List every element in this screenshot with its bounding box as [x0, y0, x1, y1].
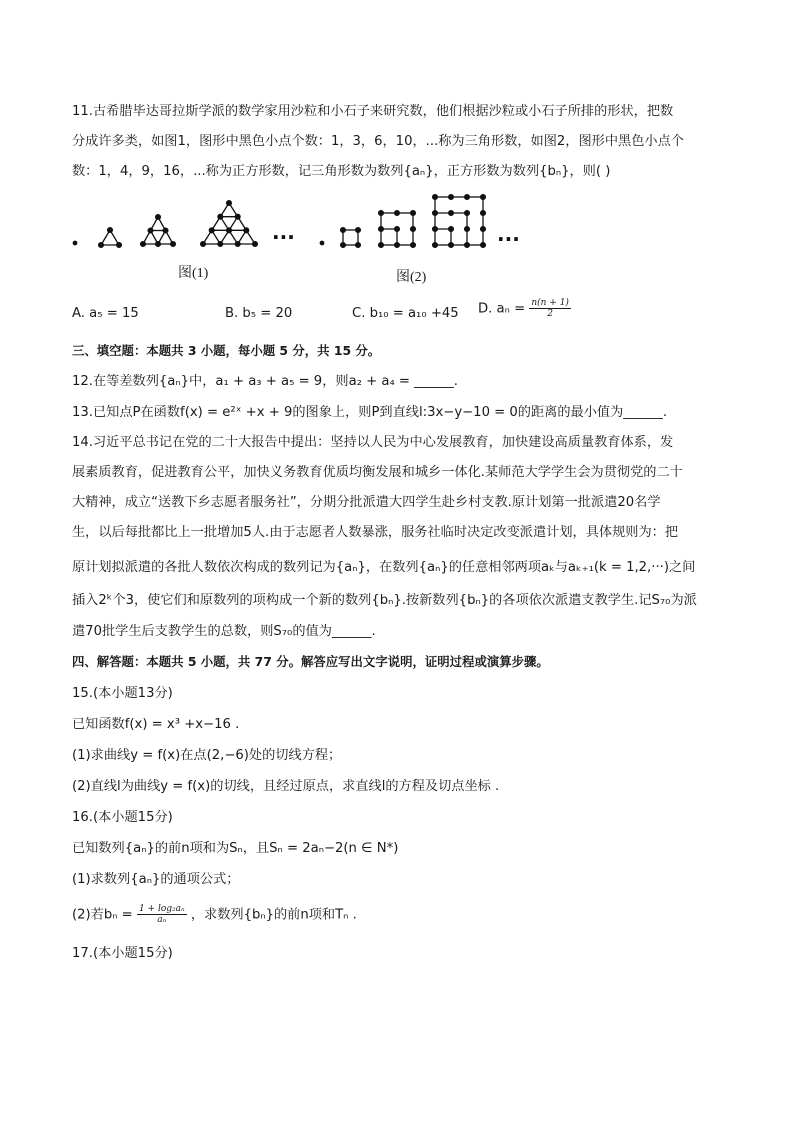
q14-line-6: 插入2ᵏ个3，使它们和原数列的项构成一个新的数列{bₙ}.按新数列{bₙ}的各项依次派遣支教学生.记S₇₀为派 [72, 593, 697, 608]
q14-line-4: 生，以后每批都比上一批增加5人.由于志愿者人数暴涨，服务社临时决定改变派遣计划，具体规则为：把 [72, 525, 679, 540]
q16-part-2-prefix: (2)若bₙ = [72, 907, 133, 923]
q11-line-2: 分成许多类，如图1，图形中黑色小点个数：1，3，6，10，...称为三角形数，如图2，图形中黑色小点个 [72, 134, 684, 149]
square-figure-9 [379, 211, 416, 248]
figure2-ellipsis: ··· [497, 227, 520, 251]
triangular-figure-6 [141, 215, 176, 247]
figure2-caption: 图(2) [396, 270, 427, 285]
section-3-heading: 三、填空题：本题共 3 小题，每小题 5 分，共 15 分。 [72, 343, 381, 358]
triangular-figure-10 [201, 201, 258, 247]
q11-option-d-prefix: D. aₙ = [478, 301, 526, 317]
q15-part-1: (1)求曲线y = f(x)在点(2,−6)处的切线方程； [72, 748, 342, 763]
section-4-heading: 四、解答题：本题共 5 小题，共 77 分。解答应写出文字说明，证明过程或演算步骤。 [72, 654, 549, 669]
q12-text: 12.在等差数列{aₙ}中，a₁ + a₃ + a₅ = 9，则a₂ + a₄ = ______. [72, 374, 458, 389]
q14-line-3: 大精神，成立“送教下乡志愿者服务社”，分期分批派遣大四学生赴乡村支教.原计划第一批派遣20名学 [72, 495, 661, 510]
q16-stem: 已知数列{aₙ}的前n项和为Sₙ，且Sₙ = 2aₙ−2(n ∈ N*) [72, 841, 399, 856]
square-figure-1 [320, 241, 325, 246]
q11-option-a: A. a₅ = 15 [72, 306, 139, 321]
q16-header: 16.(本小题15分) [72, 810, 173, 825]
q11-option-d-fraction [529, 298, 571, 319]
triangular-figure-1 [73, 241, 78, 246]
figurate-numbers-figure [60, 190, 540, 260]
figure1-ellipsis: ··· [272, 225, 295, 249]
q15-stem: 已知函数f(x) = x³ +x−16 . [72, 717, 240, 732]
q15-part-2: (2)直线l为曲线y = f(x)的切线，且经过原点，求直线l的方程及切点坐标 . [72, 779, 500, 794]
q14-line-1: 14.习近平总书记在党的二十大报告中提出：坚持以人民为中心发展教育，加快建设高质量教育体系，发 [72, 435, 674, 450]
q16-part-1: (1)求数列{aₙ}的通项公式； [72, 872, 240, 887]
q11-line-1: 11.古希腊毕达哥拉斯学派的数学家用沙粒和小石子来研究数，他们根据沙粒或小石子所排的形状，把数 [72, 104, 674, 119]
square-figure-16 [433, 195, 486, 248]
fraction-numerator: 1 + log₂aₙ [138, 904, 185, 914]
q11-line-3: 数：1，4，9，16，...称为正方形数，记三角形数为数列{aₙ}，正方形数为数列{bₙ}，则( ) [72, 164, 611, 179]
q16-part-2-suffix: ，求数列{bₙ}的前n项和Tₙ . [190, 907, 357, 923]
figure1-caption: 图(1) [178, 266, 209, 281]
q11-option-b: B. b₅ = 20 [225, 306, 293, 321]
q16-part-2 [72, 904, 357, 925]
q17-header: 17.(本小题15分) [72, 946, 173, 961]
q15-header: 15.(本小题13分) [72, 686, 173, 701]
fraction-numerator: n(n + 1) [531, 298, 569, 308]
q11-option-c: C. b₁₀ = a₁₀ +45 [352, 306, 459, 321]
square-figure-4 [341, 228, 361, 248]
q14-line-2: 展素质教育，促进教育公平，加快义务教育优质均衡发展和城乡一体化.某师范大学学生会为贯彻党的二十 [72, 465, 683, 480]
fraction-denominator: 2 [547, 309, 553, 319]
q16-part-2-fraction [137, 904, 187, 925]
q14-line-5: 原计划拟派遣的各批人数依次构成的数列记为{aₙ}，在数列{aₙ}的任意相邻两项aₖ与aₖ₊₁(k = 1,2,···)之间 [72, 560, 696, 575]
q11-option-d [478, 298, 571, 319]
q13-text: 13.已知点P在函数f(x) = e²ˣ +x + 9的图象上，则P到直线l:3x−y−10 = 0的距离的最小值为______. [72, 405, 668, 420]
q14-line-7: 遣70批学生后支教学生的总数，则S₇₀的值为______. [72, 624, 376, 639]
triangular-figure-3 [99, 228, 122, 248]
fraction-denominator: aₙ [157, 915, 167, 925]
